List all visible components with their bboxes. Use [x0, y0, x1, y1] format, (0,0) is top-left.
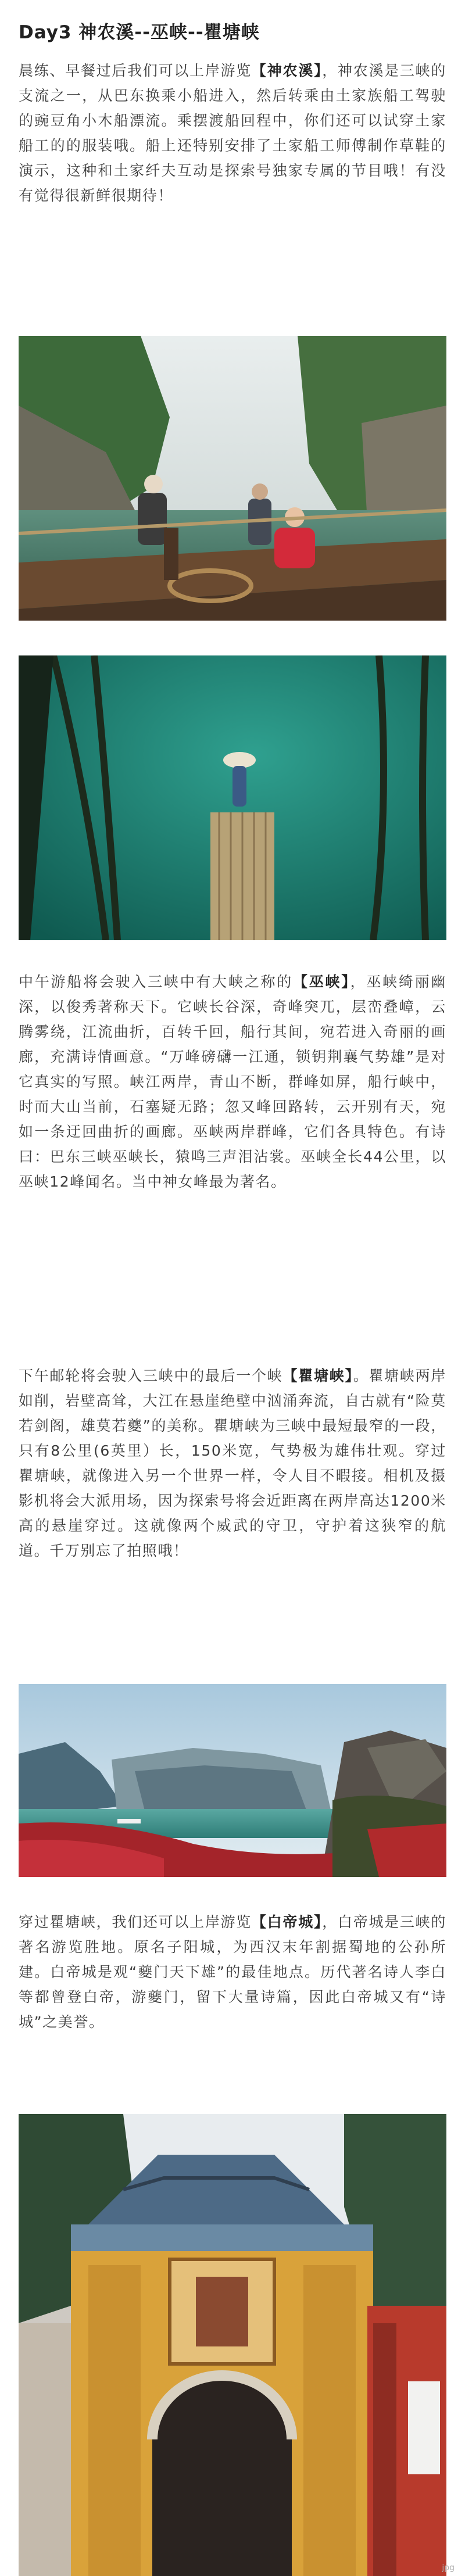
- para4-before: 穿过瞿塘峡，我们还可以上岸游览: [19, 1914, 252, 1930]
- para1-highlight: 【神农溪】: [252, 62, 323, 79]
- paragraph-qutangxia: [19, 1363, 446, 1563]
- paragraph-wuxia: [19, 969, 446, 1194]
- qutang-gorge-photo: [19, 1684, 446, 1877]
- para2-after: ，巫峡绮丽幽深，以俊秀著称天下。它峡长谷深，奇峰突兀，层峦叠嶂，云腾雾绕，江流曲折，百转千回，船行其间，宛若进入奇丽的画廊，充满诗情画意。“万峰磅礴一江通，锁钥荆襄气势雄”是对它真实的写照。峡江两岸，青山不断，群峰如屏，船行峡中，时而大山当前，石塞疑无路；忽又峰回路转，云开别有天，宛如一条迂回曲折的画廊。巫峡两岸群峰，它们各具特色。有诗曰：巴东三峡巫峡长，猿鸣三声泪沾裳。巫峡全长44公里，以巫峡12峰闻名。当中神女峰最为著名。: [19, 973, 447, 1190]
- para4-after: ，白帝城是三峡的著名游览胜地。原名子阳城，为西汉末年割据蜀地的公孙所建。白帝城是观“夔门天下雄”的最佳地点。历代著名诗人李白等都曾登白帝，游夔门，留下大量诗篇，因此白帝城又有“诗城”之美誉。: [19, 1914, 446, 2030]
- watermark: jpg: [442, 2563, 455, 2573]
- paragraph-baidicheng: [19, 1909, 446, 2034]
- para4-highlight: 【白帝城】: [252, 1914, 323, 1930]
- bamboo-raft-photo: [19, 655, 446, 940]
- para3-highlight: 【瞿塘峡】: [282, 1367, 353, 1384]
- para1-after: ，神农溪是三峡的支流之一，从巴东换乘小船进入，然后转乘由土家族船工驾驶的豌豆角小木船漂流。乘摆渡船回程中，你们还可以试穿土家船工的的服装哦。船上还特别安排了土家船工师傅制作草鞋的演示，这种和土家纤夫互动是探索号独家专属的节目哦！有没有觉得很新鲜很期待！: [19, 62, 446, 204]
- day-title: Day3 神农溪--巫峡--瞿塘峡: [19, 22, 260, 43]
- baidi-city-gate-photo: [19, 2114, 446, 2576]
- para1-before: 晨练、早餐过后我们可以上岸游览: [19, 62, 252, 79]
- para3-after: 。瞿塘峡两岸如削，岩壁高耸，大江在悬崖绝壁中汹涌奔流，自古就有“险莫若剑阁，雄莫若夔”的美称。瞿塘峡为三峡中最短最窄的一段，只有8公里(6英里）长，150米宽，气势极为雄伟壮观。穿过瞿塘峡，就像进入另一个世界一样，令人目不暇接。相机及摄影机将会大派用场，因为探索号将会近距离在两岸高达1200米高的悬崖穿过。这就像两个威武的守卫，守护着这狭窄的航道。千万别忘了拍照哦！: [19, 1367, 446, 1559]
- para2-before: 中午游船将会驶入三峡中有大峡之称的: [19, 973, 294, 990]
- paragraph-shennongxi: [19, 58, 446, 208]
- shennong-stream-boat-photo: [19, 336, 446, 621]
- para2-highlight: 【巫峡】: [293, 973, 350, 990]
- para3-before: 下午邮轮将会驶入三峡中的最后一个峡: [19, 1367, 283, 1384]
